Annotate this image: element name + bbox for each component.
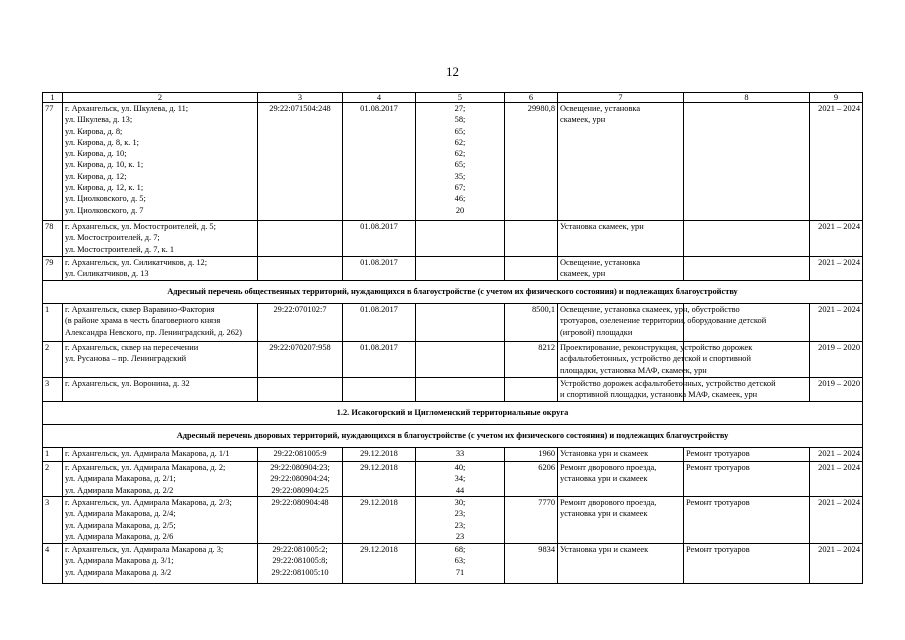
header-row <box>43 93 863 103</box>
address-cell-line: ул. Кирова, д. 8; <box>65 126 123 136</box>
table-row <box>43 378 863 402</box>
column-number: 7 <box>558 93 684 103</box>
area-cell: 29980,8 <box>505 103 558 221</box>
cadastral-cell <box>258 497 343 544</box>
cadastral-cell <box>258 448 343 462</box>
period-cell: 2021 – 2024 <box>810 462 863 497</box>
cadastral-cell <box>258 103 343 221</box>
column-number: 8 <box>684 93 810 103</box>
condition-cell-line: 40; <box>454 463 466 472</box>
additional-works-cell <box>684 497 810 544</box>
section-district <box>43 402 863 425</box>
additional-works-cell <box>684 448 810 462</box>
condition-cell <box>416 304 505 342</box>
condition-cell <box>416 448 505 462</box>
condition-cell-line: 34; <box>454 474 466 484</box>
condition-cell-line: 63; <box>454 556 466 566</box>
condition-cell <box>416 221 505 257</box>
period-cell: 2021 – 2024 <box>810 221 863 257</box>
address-cell-line: ул. Мостостроителей, д. 7, к. 1 <box>65 244 175 254</box>
cadastral-cell-line: 29:22:080904:25 <box>271 485 329 495</box>
row-number: 2 <box>43 462 63 497</box>
cadastral-cell-line: 29:22:071504:248 <box>269 104 331 113</box>
works-cell <box>558 448 684 462</box>
improvement-table <box>42 92 863 584</box>
row-number: 1 <box>43 304 63 342</box>
column-number: 2 <box>63 93 258 103</box>
works-cell-line: Установка урн и скамеек <box>560 545 649 554</box>
row-number: 78 <box>43 221 63 257</box>
address-cell-line: ул. Циолковского, д. 5; <box>65 194 146 204</box>
date-cell: 01.08.2017 <box>343 257 416 281</box>
works-cell-line: площадки, установка МАФ, скамеек, урн <box>560 365 707 375</box>
address-cell-line: ул. Адмирала Макарова, д. 2/1; <box>65 474 176 484</box>
column-number: 5 <box>416 93 505 103</box>
table-row <box>43 304 863 342</box>
address-cell-line: ул. Кирова, д. 8, к. 1; <box>65 137 139 147</box>
row-number: 3 <box>43 497 63 544</box>
address-cell-line: ул. Кирова, д. 12; <box>65 171 127 181</box>
works-cell <box>558 544 684 584</box>
additional-works-cell-line: Ремонт тротуаров <box>686 463 750 472</box>
cadastral-cell-line: 29:22:080904:48 <box>271 498 329 507</box>
row-number: 79 <box>43 257 63 281</box>
address-cell <box>63 221 258 257</box>
address-cell-line: ул. Адмирала Макарова, д. 2/5; <box>65 520 176 530</box>
column-number: 1 <box>43 93 63 103</box>
condition-cell-line: 58; <box>454 115 466 125</box>
address-cell-line: г. Архангельск, ул. Адмирала Макарова, д. 2/3; <box>65 498 232 507</box>
address-cell-line: ул. Адмирала Макарова, д. 2/2 <box>65 485 174 495</box>
period-cell: 2019 – 2020 <box>810 342 863 378</box>
date-cell: 29.12.2018 <box>343 497 416 544</box>
table-row <box>43 221 863 257</box>
condition-cell-line: 65; <box>454 126 466 136</box>
address-cell-line: г. Архангельск, ул. Шкулева, д. 11; <box>65 104 189 113</box>
address-cell-line: ул. Адмирала Макарова, д. 2/4; <box>65 509 176 519</box>
condition-cell <box>416 544 505 584</box>
works-cell-line: Установка урн и скамеек <box>560 449 649 458</box>
cadastral-cell <box>258 342 343 378</box>
cadastral-cell <box>258 304 343 342</box>
additional-works-cell-line: Ремонт тротуаров <box>686 545 750 554</box>
date-cell: 29.12.2018 <box>343 544 416 584</box>
condition-cell <box>416 257 505 281</box>
cadastral-cell <box>258 462 343 497</box>
address-cell-line: ул. Циолковского, д. 7 <box>65 205 144 215</box>
date-cell <box>343 378 416 402</box>
address-cell-line: Александра Невского, пр. Ленинградский, д. 262) <box>65 327 242 337</box>
condition-cell <box>416 462 505 497</box>
cadastral-cell-line: 29:22:080904:23; <box>270 463 330 472</box>
row-number: 3 <box>43 378 63 402</box>
condition-cell-line: 62; <box>454 149 466 159</box>
address-cell-line: г. Архангельск, ул. Адмирала Макарова д. 3; <box>65 545 224 554</box>
address-cell <box>63 304 258 342</box>
works-cell <box>558 497 684 544</box>
column-number: 3 <box>258 93 343 103</box>
condition-cell-line: 33 <box>455 449 465 458</box>
address-cell <box>63 257 258 281</box>
cadastral-cell-line: 29:22:080904:24; <box>270 474 330 484</box>
works-cell-line: и спортивной площадки, установка МАФ, скамеек, урн <box>560 390 758 400</box>
works-cell <box>558 304 767 342</box>
area-cell <box>505 378 558 402</box>
condition-cell <box>416 342 505 378</box>
works-cell <box>558 103 684 221</box>
additional-works-cell-line: Ремонт тротуаров <box>686 449 750 458</box>
address-cell <box>63 462 258 497</box>
additional-works-cell <box>684 462 810 497</box>
table-row <box>43 497 863 544</box>
works-cell-line: Освещение, установка <box>560 104 641 113</box>
additional-works-cell <box>684 103 810 221</box>
address-cell-line: ул. Кирова, д. 10; <box>65 149 127 159</box>
address-cell-line: г. Архангельск, ул. Адмирала Макарова, д. 2; <box>65 463 226 472</box>
column-number: 6 <box>505 93 558 103</box>
works-cell-line: Ремонт дворового проезда, <box>560 463 657 472</box>
date-cell: 01.08.2017 <box>343 304 416 342</box>
cadastral-cell <box>258 257 343 281</box>
date-cell: 29.12.2018 <box>343 462 416 497</box>
cadastral-cell-line: 29:22:081005:9 <box>273 449 327 458</box>
row-number: 77 <box>43 103 63 221</box>
address-cell-line: г. Архангельск, сквер Варавино-Фактория <box>65 305 215 314</box>
date-cell: 01.08.2017 <box>343 342 416 378</box>
address-cell-line: г. Архангельск, сквер на пересечении <box>65 343 199 352</box>
cadastral-cell-line: 29:22:081005:8; <box>272 556 328 566</box>
condition-cell-line: 23; <box>454 520 466 530</box>
works-cell <box>558 221 684 257</box>
condition-cell-line: 20 <box>455 205 465 215</box>
page-number: 12 <box>446 64 459 79</box>
address-cell-line: ул. Силикатчиков, д. 13 <box>65 269 149 279</box>
cadastral-cell-line: 29:22:081005:10 <box>271 567 329 577</box>
table-body <box>43 93 863 584</box>
area-cell: 6206 <box>505 462 558 497</box>
works-cell-line: тротуаров, озеленение территории, оборудование детской <box>560 316 767 326</box>
cadastral-cell-line: 29:22:070102:7 <box>273 305 327 314</box>
works-cell-line: скамеек, урн <box>560 115 606 125</box>
cadastral-cell-line: 29:22:081005:2; <box>272 545 328 554</box>
area-cell: 8500,1 <box>505 304 558 342</box>
cadastral-cell <box>258 378 343 402</box>
address-cell-line: ул. Адмирала Макарова д. 3/1; <box>65 556 174 566</box>
date-cell: 29.12.2018 <box>343 448 416 462</box>
address-cell-line: г. Архангельск, ул. Воронина, д. 32 <box>65 379 190 388</box>
period-cell: 2021 – 2024 <box>810 103 863 221</box>
cadastral-cell-line: 29:22:070207:958 <box>269 343 331 352</box>
date-cell: 01.08.2017 <box>343 103 416 221</box>
address-cell <box>63 342 258 378</box>
address-cell-line: ул. Адмирала Макарова д. 3/2 <box>65 567 172 577</box>
table-row <box>43 342 863 378</box>
column-number: 9 <box>810 93 863 103</box>
works-cell-line: установка урн и скамеек <box>560 509 648 519</box>
address-cell-line: г. Архангельск, ул. Мостостроителей, д. 5; <box>65 222 216 231</box>
address-cell-line: ул. Кирова, д. 10, к. 1; <box>65 160 144 170</box>
table-row <box>43 544 863 584</box>
condition-cell-line: 46; <box>454 194 466 204</box>
period-cell: 2021 – 2024 <box>810 304 863 342</box>
works-cell-line: асфальтобетонных, устройство детской и спортивной <box>560 354 751 364</box>
works-cell-line: скамеек, урн <box>560 269 606 279</box>
address-cell <box>63 448 258 462</box>
address-cell-line: г. Архангельск, ул. Силикатчиков, д. 12; <box>65 258 208 267</box>
area-cell <box>505 257 558 281</box>
condition-cell-line: 67; <box>454 183 466 193</box>
area-cell: 8212 <box>505 342 558 378</box>
works-cell-line: Освещение, установка <box>560 258 641 267</box>
area-cell: 1960 <box>505 448 558 462</box>
table-row <box>43 103 863 221</box>
condition-cell-line: 65; <box>454 160 466 170</box>
works-cell-line: Освещение, установка скамеек, урн, обустройство <box>560 305 740 314</box>
table-row <box>43 448 863 462</box>
condition-cell-line: 35; <box>454 171 466 181</box>
works-cell <box>558 462 684 497</box>
additional-works-cell-line: Ремонт тротуаров <box>686 498 750 507</box>
works-cell <box>558 378 776 402</box>
condition-cell-line: 44 <box>455 485 465 495</box>
row-number: 2 <box>43 342 63 378</box>
works-cell-line: (игровой) площадки <box>560 327 633 337</box>
works-cell-line: Ремонт дворового проезда, <box>560 498 657 507</box>
period-cell: 2021 – 2024 <box>810 497 863 544</box>
condition-cell <box>416 103 505 221</box>
table-row <box>43 257 863 281</box>
works-cell <box>558 257 684 281</box>
area-cell: 7770 <box>505 497 558 544</box>
condition-cell-line: 62; <box>454 137 466 147</box>
period-cell: 2021 – 2024 <box>810 448 863 462</box>
address-cell-line: ул. Кирова, д. 12, к. 1; <box>65 183 144 193</box>
date-cell: 01.08.2017 <box>343 221 416 257</box>
works-cell <box>558 342 753 378</box>
address-cell <box>63 544 258 584</box>
works-cell-line: Устройство дорожек асфальтобетонных, устройство детской <box>560 379 776 388</box>
period-cell: 2021 – 2024 <box>810 257 863 281</box>
cadastral-cell <box>258 544 343 584</box>
section-yard-territories <box>43 425 863 448</box>
column-number: 4 <box>343 93 416 103</box>
area-cell <box>505 221 558 257</box>
condition-cell-line: 71 <box>455 567 465 577</box>
works-cell-line: установка урн и скамеек <box>560 474 648 484</box>
section-district-title: 1.2. Исакогорский и Цигломенский территориальные округа <box>43 402 863 425</box>
condition-cell <box>416 497 505 544</box>
table-row <box>43 462 863 497</box>
address-cell <box>63 103 258 221</box>
condition-cell-line: 68; <box>454 545 466 554</box>
address-cell-line: ул. Мостостроителей, д. 7; <box>65 233 160 243</box>
condition-cell <box>416 378 505 402</box>
address-cell <box>63 497 258 544</box>
condition-cell-line: 27; <box>454 104 466 113</box>
row-number: 4 <box>43 544 63 584</box>
section-public-territories-title: Адресный перечень общественных территорий, нуждающихся в благоустройстве (с учетом их физического состояния) и подлежащих благоустройству <box>43 281 863 304</box>
works-cell-line: Проектирование, реконструкция, устройство дорожек <box>560 343 753 352</box>
condition-cell-line: 30; <box>454 498 466 507</box>
period-cell: 2021 – 2024 <box>810 544 863 584</box>
section-yard-territories-title: Адресный перечень дворовых территорий, нуждающихся в благоустройстве (с учетом их физического состояния) и подлежащих благоустройству <box>43 425 863 448</box>
address-cell-line: ул. Русанова – пр. Ленинградский <box>65 354 187 364</box>
address-cell <box>63 378 258 402</box>
section-public-territories <box>43 281 863 304</box>
address-cell-line: (в районе храма в честь благоверного князя <box>65 316 221 326</box>
row-number: 1 <box>43 448 63 462</box>
address-cell-line: ул. Шкулева, д. 13; <box>65 115 133 125</box>
additional-works-cell <box>684 221 810 257</box>
additional-works-cell <box>684 544 810 584</box>
works-cell-line: Установка скамеек, урн <box>560 222 644 231</box>
address-cell-line: ул. Адмирала Макарова, д. 2/6 <box>65 531 174 541</box>
area-cell: 9834 <box>505 544 558 584</box>
condition-cell-line: 23 <box>455 531 465 541</box>
period-cell: 2019 – 2020 <box>810 378 863 402</box>
additional-works-cell <box>684 257 810 281</box>
cadastral-cell <box>258 221 343 257</box>
condition-cell-line: 23; <box>454 509 466 519</box>
address-cell-line: г. Архангельск, ул. Адмирала Макарова, д. 1/1 <box>65 449 230 458</box>
